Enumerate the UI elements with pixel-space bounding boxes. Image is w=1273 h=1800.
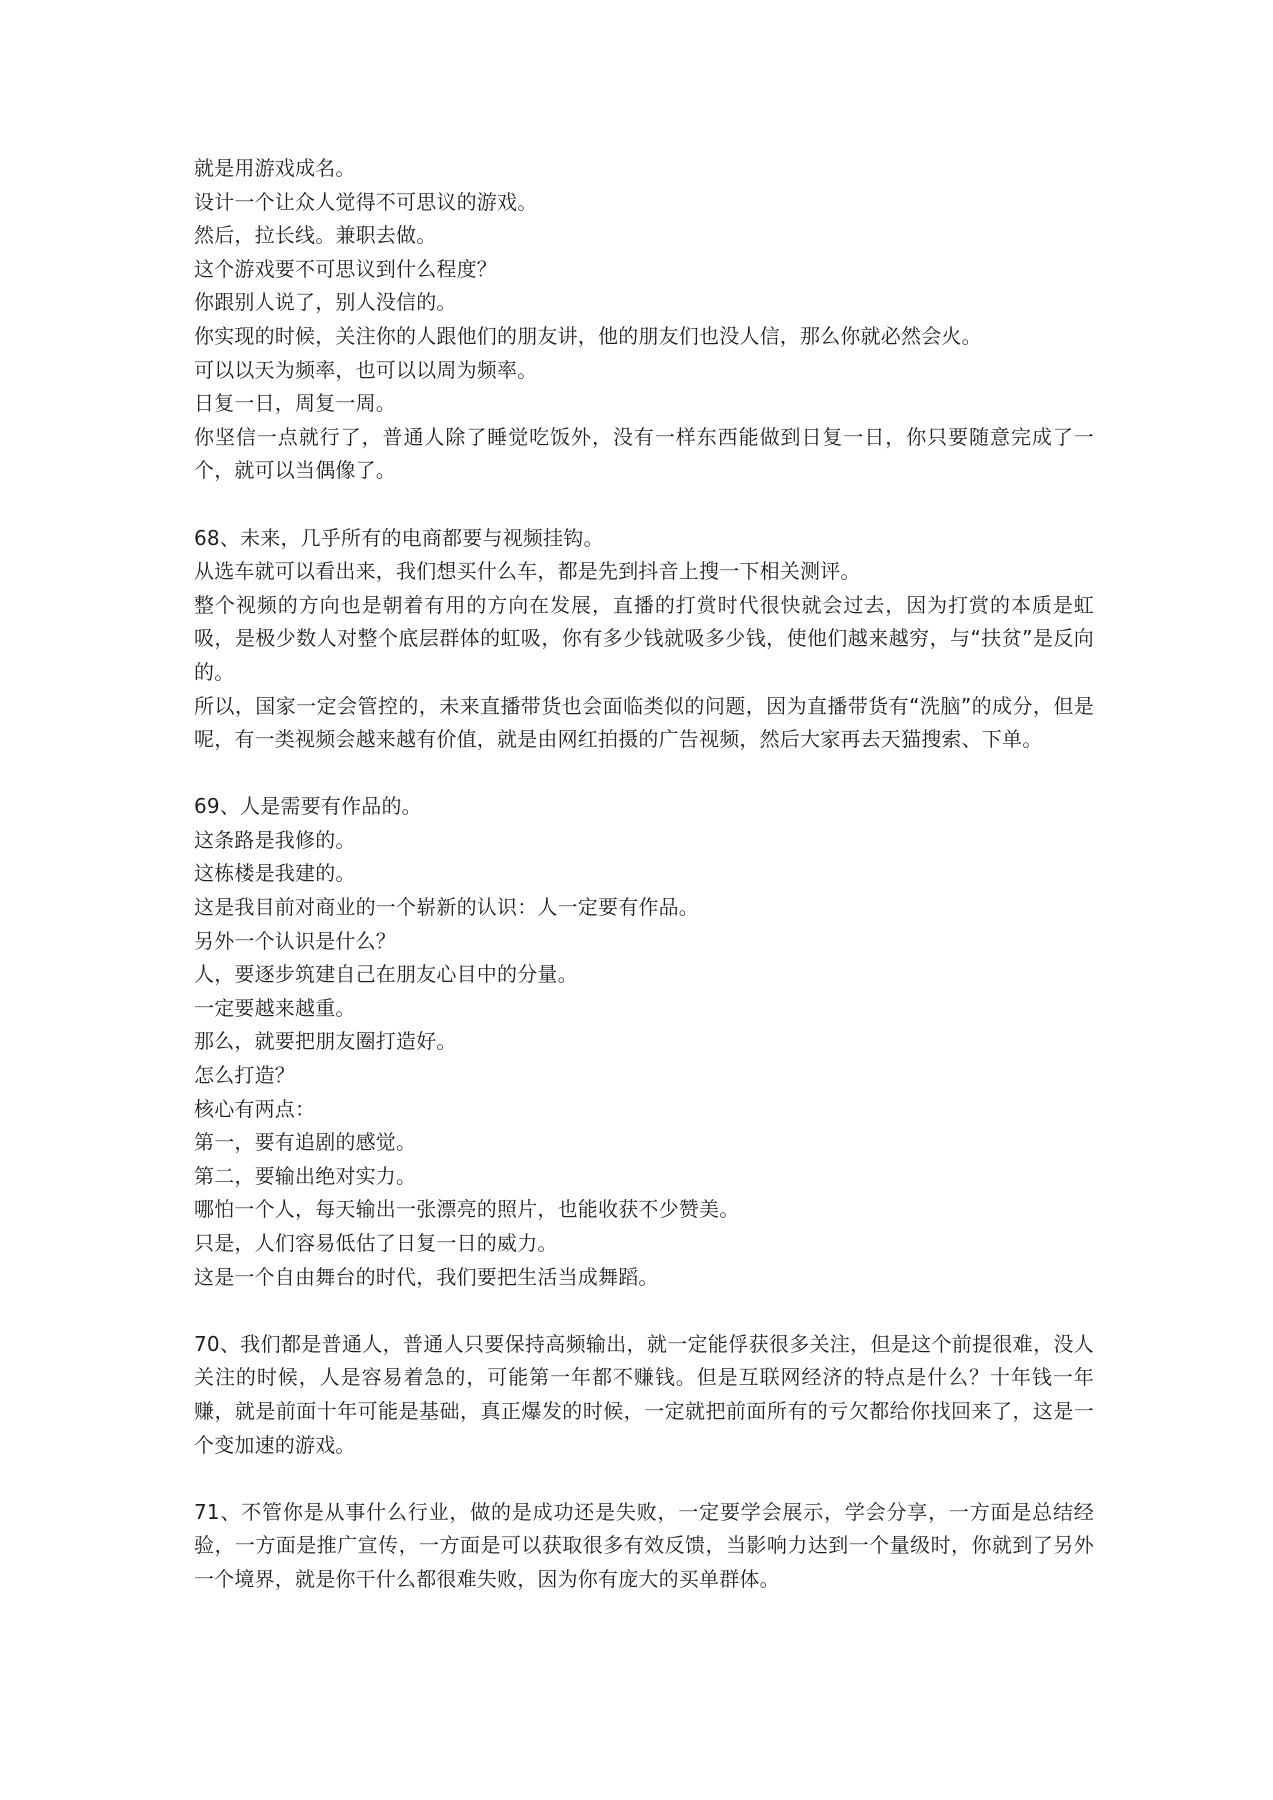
text-line: 哪怕一个人，每天输出一张漂亮的照片，也能收获不少赞美。 <box>194 1197 740 1222</box>
text-line: 可以以天为频率，也可以以周为频率。 <box>194 357 538 382</box>
text-line: 核心有两点： <box>194 1096 316 1121</box>
paragraph: 70、我们都是普通人，普通人只要保持高频输出，就一定能俘获很多关注，但是这个前提很难，没人关注的时候，人是容易着急的，可能第一年都不赚钱。但是互联网经济的特点是什么？十年钱一年赚，就是前面十年可能是基础，真正爆发的时候，一定就把前面所有的亏欠都给你找回来了，这是一个变加速的游戏。 <box>194 1331 1094 1457</box>
section-heading: 69、人是需要有作品的。 <box>194 794 422 819</box>
text-line: 一定要越来越重。 <box>194 995 356 1020</box>
paragraph: 所以，国家一定会管控的，未来直播带货也会面临类似的问题，因为直播带货有“洗脑”的成分，但是呢，有一类视频会越来越有价值，就是由网红拍摄的广告视频，然后大家再去天猫搜索、下单。 <box>194 693 1094 752</box>
paragraph-gap <box>194 1462 1094 1496</box>
text-line: 只是，人们容易低估了日复一日的威力。 <box>194 1231 558 1255</box>
section-heading: 68、未来，几乎所有的电商都要与视频挂钩。 <box>194 525 604 550</box>
section-intro <box>194 152 1094 488</box>
text-line: 就是用游戏成名。 <box>194 156 356 180</box>
text-line: 人，要逐步筑建自己在朋友心目中的分量。 <box>194 962 578 987</box>
section-70 <box>194 1328 1094 1462</box>
text-line: 第一，要有追剧的感觉。 <box>194 1130 417 1155</box>
section-69 <box>194 790 1094 1294</box>
text-line: 第二，要输出绝对实力。 <box>194 1163 417 1188</box>
paragraph: 整个视频的方向也是朝着有用的方向在发展，直播的打赏时代很快就会过去，因为打赏的本质是虹吸，是极少数人对整个底层群体的虹吸，你有多少钱就吸多少钱，使他们越来越穷，与“扶贫”是反向的。 <box>194 592 1094 684</box>
section-68 <box>194 522 1094 757</box>
text-line: 这是一个自由舞台的时代，我们要把生活当成舞蹈。 <box>194 1264 659 1289</box>
paragraph-gap <box>194 1294 1094 1328</box>
paragraph: 你坚信一点就行了，普通人除了睡觉吃饭外，没有一样东西能做到日复一日，你只要随意完成了一个，就可以当偶像了。 <box>194 424 1094 483</box>
text-line: 从选车就可以看出来，我们想买什么车，都是先到抖音上搜一下相关测评。 <box>194 559 861 584</box>
paragraph: 71、不管你是从事什么行业，做的是成功还是失败，一定要学会展示，学会分享，一方面是总结经验，一方面是推广宣传，一方面是可以获取很多有效反馈，当影响力达到一个量级时，你就到了另外一个境界，就是你干什么都很难失败，因为你有庞大的买单群体。 <box>194 1499 1094 1591</box>
text-line: 日复一日，周复一周。 <box>194 391 396 416</box>
text-line: 你跟别人说了，别人没信的。 <box>194 290 457 315</box>
text-line: 然后，拉长线。兼职去做。 <box>194 223 437 248</box>
text-line: 这个游戏要不可思议到什么程度？ <box>194 256 497 281</box>
text-line: 这是我目前对商业的一个崭新的认识：人一定要有作品。 <box>194 895 699 920</box>
document-page <box>194 152 1094 1597</box>
paragraph-gap <box>194 757 1094 791</box>
text-line: 这栋楼是我建的。 <box>194 861 356 886</box>
text-line: 设计一个让众人觉得不可思议的游戏。 <box>194 189 538 214</box>
paragraph-gap <box>194 488 1094 522</box>
text-line: 另外一个认识是什么？ <box>194 928 396 953</box>
text-line: 怎么打造？ <box>194 1063 295 1088</box>
text-line: 你实现的时候，关注你的人跟他们的朋友讲，他的朋友们也没人信，那么你就必然会火。 <box>194 323 982 348</box>
text-line: 这条路是我修的。 <box>194 827 356 852</box>
section-71 <box>194 1496 1094 1597</box>
text-line: 那么，就要把朋友圈打造好。 <box>194 1029 457 1054</box>
